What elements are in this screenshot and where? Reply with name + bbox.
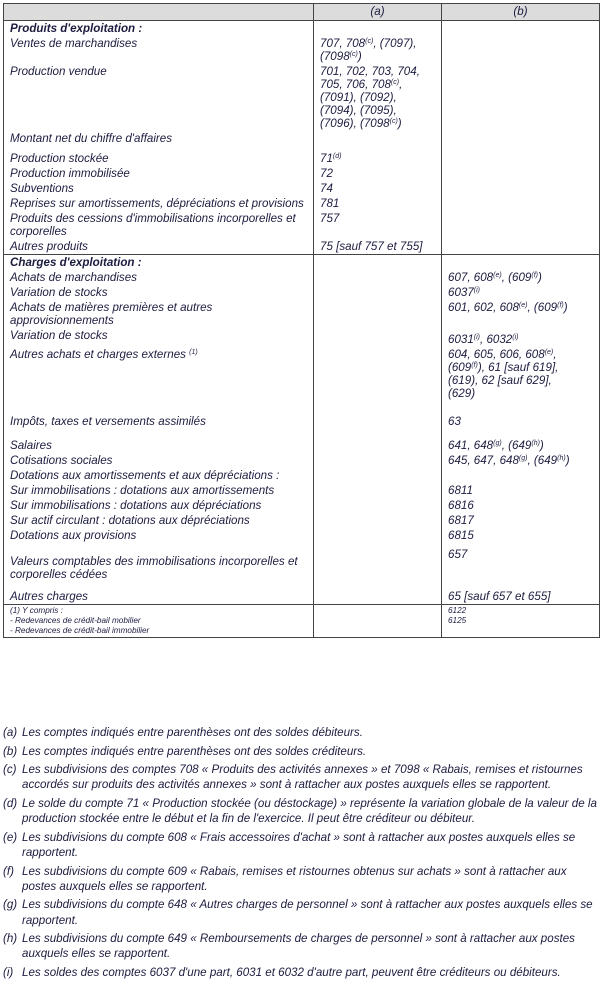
table-row (4, 453, 600, 468)
table-row (4, 414, 600, 438)
accounts-table (3, 3, 600, 638)
cell-b: 657 (442, 543, 600, 589)
table-footnote-cell (4, 605, 314, 638)
cell-b: 604, 605, 606, 608$^{(e)}$, (609$^{(f)}$), 61 [sauf 619], (619), 62 [sauf 629], (629) (442, 347, 600, 414)
footnote-text: Les subdivisions du compte 648 « Autres charges de personnel » sont à rattacher aux postes auxquels elles se rapportent. (22, 898, 593, 927)
cell-a: 75 [sauf 757 et 755] (314, 239, 442, 255)
row-label: Production stockée (4, 151, 314, 166)
table-footnote-item: - Redevances de crédit-bail mobilier (10, 616, 141, 625)
cell-b: 63 (442, 414, 600, 438)
footnote-text: Les comptes indiqués entre parenthèses ont des soldes débiteurs. (22, 726, 363, 739)
cell-a (314, 498, 442, 513)
charges-title: Charges d'exploitation : (4, 255, 314, 271)
row-label: Reprises sur amortissements, dépréciations et provisions (4, 196, 314, 211)
row-label: Produits des cessions d'immobilisations incorporelles et corporelles (4, 211, 314, 239)
row-label: Variation de stocks (4, 328, 314, 347)
cell-a (314, 347, 442, 414)
table-footnote-item: - Redevances de crédit-bail immobilier (10, 626, 150, 635)
footnote-item (3, 931, 603, 961)
table-row (4, 131, 600, 151)
footnote-key: (e) (3, 830, 18, 844)
produits-title: Produits d'exploitation : (4, 21, 314, 37)
cell-a (314, 438, 442, 453)
cell-b (442, 166, 600, 181)
cell-b: 6037$^{(i)}$ (442, 285, 600, 300)
row-label: Ventes de marchandises (4, 36, 314, 64)
charges-section (4, 255, 600, 605)
footnote-key: (f) (3, 864, 14, 878)
row-label: Variation de stocks (4, 285, 314, 300)
cell-b (442, 468, 600, 483)
footnote-text: Le solde du compte 71 « Production stockée (ou déstockage) » représente la variation globale de la valeur de la production stockée entre le début et la fin de l'exercice. Il peut être créditeur ou débiteur. (22, 796, 597, 826)
cell-b: 645, 647, 648$^{(g)}$, (649$^{(h)}$) (442, 453, 600, 468)
table-row (4, 270, 600, 285)
cell-b (442, 151, 600, 166)
cell-a: 757 (314, 211, 442, 239)
table-row (4, 151, 600, 166)
footnote-text: Les subdivisions du compte 609 « Rabais, remises et ristournes obtenus sur achats » sont à rattacher aux postes auxquels elles se rapportent. (22, 864, 567, 893)
footnote-key: (g) (3, 898, 18, 912)
table-row (4, 196, 600, 211)
header-empty (4, 4, 314, 21)
table-row (4, 328, 600, 347)
table-row (4, 36, 600, 64)
cell-a: 74 (314, 181, 442, 196)
cell-a (314, 328, 442, 347)
row-label: Achats de marchandises (4, 270, 314, 285)
cell-b (442, 131, 600, 151)
footnote-key: (d) (3, 796, 18, 810)
row-label: Sur actif circulant : dotations aux dépréciations (4, 513, 314, 528)
row-label: Autres produits (4, 239, 314, 255)
cell-b (442, 211, 600, 239)
footnote-item (3, 762, 603, 792)
table-row (4, 528, 600, 543)
table-row (4, 438, 600, 453)
footnote-text: Les soldes des comptes 6037 d'une part, 6031 et 6032 d'autre part, peuvent être créditeurs ou débiteurs. (22, 965, 561, 979)
cell-a (314, 513, 442, 528)
footnote-key: (c) (3, 763, 17, 777)
row-label: Production vendue (4, 64, 314, 131)
cell-b: 6817 (442, 513, 600, 528)
row-label: Salaires (4, 438, 314, 453)
row-label: Sur immobilisations : dotations aux amortissements (4, 483, 314, 498)
cell-b: 65 [sauf 657 et 655] (442, 589, 600, 605)
table-row (4, 166, 600, 181)
table-row (4, 468, 600, 483)
cell-b: 601, 602, 608$^{(e)}$, (609$^{(f)}$) (442, 300, 600, 328)
footnote-item (3, 965, 603, 980)
row-label: Dotations aux amortissements et aux dépréciations : (4, 468, 314, 483)
table-row (4, 181, 600, 196)
footnotes-list (3, 725, 603, 984)
table-footnote-code: 6125 (448, 616, 467, 625)
cell-a (314, 543, 442, 589)
footnote-text: Les subdivisions du compte 649 « Remboursements de charges de personnel » sont à rattacher aux postes auxquels elles se rapportent. (22, 932, 575, 961)
table-row (4, 498, 600, 513)
cell-a (314, 131, 442, 151)
footnote-item (3, 830, 603, 860)
cell-a: 72 (314, 166, 442, 181)
table-footnote-title: (1) Y compris : (10, 606, 63, 615)
cell-b: 607, 608$^{(e)}$, (609$^{(f)}$) (442, 270, 600, 285)
cell-a: 701, 702, 703, 704, 705, 706, 708$^{(c)}$, (7091), (7092), (7094), (7095), (7096), (7098$^{(c)}$) (314, 64, 442, 131)
cell-b: 6811 (442, 483, 600, 498)
cell-b (442, 196, 600, 211)
row-label: Achats de matières premières et autres approvisionnements (4, 300, 314, 328)
cell-b (442, 239, 600, 255)
table-row (4, 513, 600, 528)
cell-b (442, 64, 600, 131)
table-row (4, 483, 600, 498)
table-row (4, 589, 600, 605)
cell-b (442, 181, 600, 196)
cell-a (314, 453, 442, 468)
row-label: Sur immobilisations : dotations aux dépréciations (4, 498, 314, 513)
footnote-key: (h) (3, 932, 18, 946)
row-label: Montant net du chiffre d'affaires (4, 131, 314, 151)
table-row (4, 347, 600, 414)
cell-b: 6031$^{(i)}$, 6032$^{(i)}$ (442, 328, 600, 347)
table-row (4, 211, 600, 239)
footnote-item (3, 725, 603, 740)
row-label: Impôts, taxes et versements assimilés (4, 414, 314, 438)
cell-a: 707, 708$^{(c)}$, (7097), (7098$^{(c)}$) (314, 36, 442, 64)
footnote-key: (i) (3, 965, 14, 979)
footnote-key: (a) (3, 726, 18, 739)
row-label: Autres achats et charges externes $^{(1)}$ (4, 347, 314, 414)
row-label: Dotations aux provisions (4, 528, 314, 543)
table-row (4, 543, 600, 589)
cell-a (314, 468, 442, 483)
cell-b: 641, 648$^{(g)}$, (649$^{(h)}$) (442, 438, 600, 453)
cell-a: 781 (314, 196, 442, 211)
cell-a (314, 285, 442, 300)
cell-b: 6816 (442, 498, 600, 513)
table-row (4, 239, 600, 255)
table-footnote-section (4, 605, 600, 638)
footnote-text: Les subdivisions du compte 608 « Frais accessoires d'achat » sont à rattacher aux postes auxquels elles se rapportent. (22, 830, 576, 859)
footnote-item (3, 864, 603, 894)
table-row (4, 300, 600, 328)
cell-a (314, 589, 442, 605)
footnote-text: Les comptes indiqués entre parenthèses ont des soldes créditeurs. (22, 744, 367, 758)
table-footnote-code: 6122 (448, 606, 467, 615)
row-label: Valeurs comptables des immobilisations incorporelles et corporelles cédées (4, 543, 314, 589)
table-row (4, 285, 600, 300)
cell-a (314, 300, 442, 328)
row-label: Production immobilisée (4, 166, 314, 181)
row-label: Cotisations sociales (4, 453, 314, 468)
header-col-b: (b) (442, 4, 600, 21)
cell-a (314, 270, 442, 285)
row-label: Subventions (4, 181, 314, 196)
table-row (4, 64, 600, 131)
produits-section (4, 21, 600, 255)
cell-a (314, 528, 442, 543)
footnote-item (3, 744, 603, 759)
cell-a (314, 414, 442, 438)
cell-b: 6815 (442, 528, 600, 543)
header-col-a: (a) (314, 4, 442, 21)
footnote-key: (b) (3, 744, 18, 758)
footnote-item (3, 796, 603, 826)
cell-b (442, 36, 600, 64)
row-label: Autres charges (4, 589, 314, 605)
footnote-item (3, 897, 603, 927)
cell-a (314, 483, 442, 498)
table-footnote-codes (442, 605, 600, 638)
footnote-text: Les subdivisions des comptes 708 « Produits des activités annexes » et 7098 « Rabais, remises et ristournes accordés sur produits des activités annexes » sont à rattacher aux postes auxquels elles se rapportent. (22, 763, 583, 792)
cell-a: 71$^{(d)}$ (314, 151, 442, 166)
